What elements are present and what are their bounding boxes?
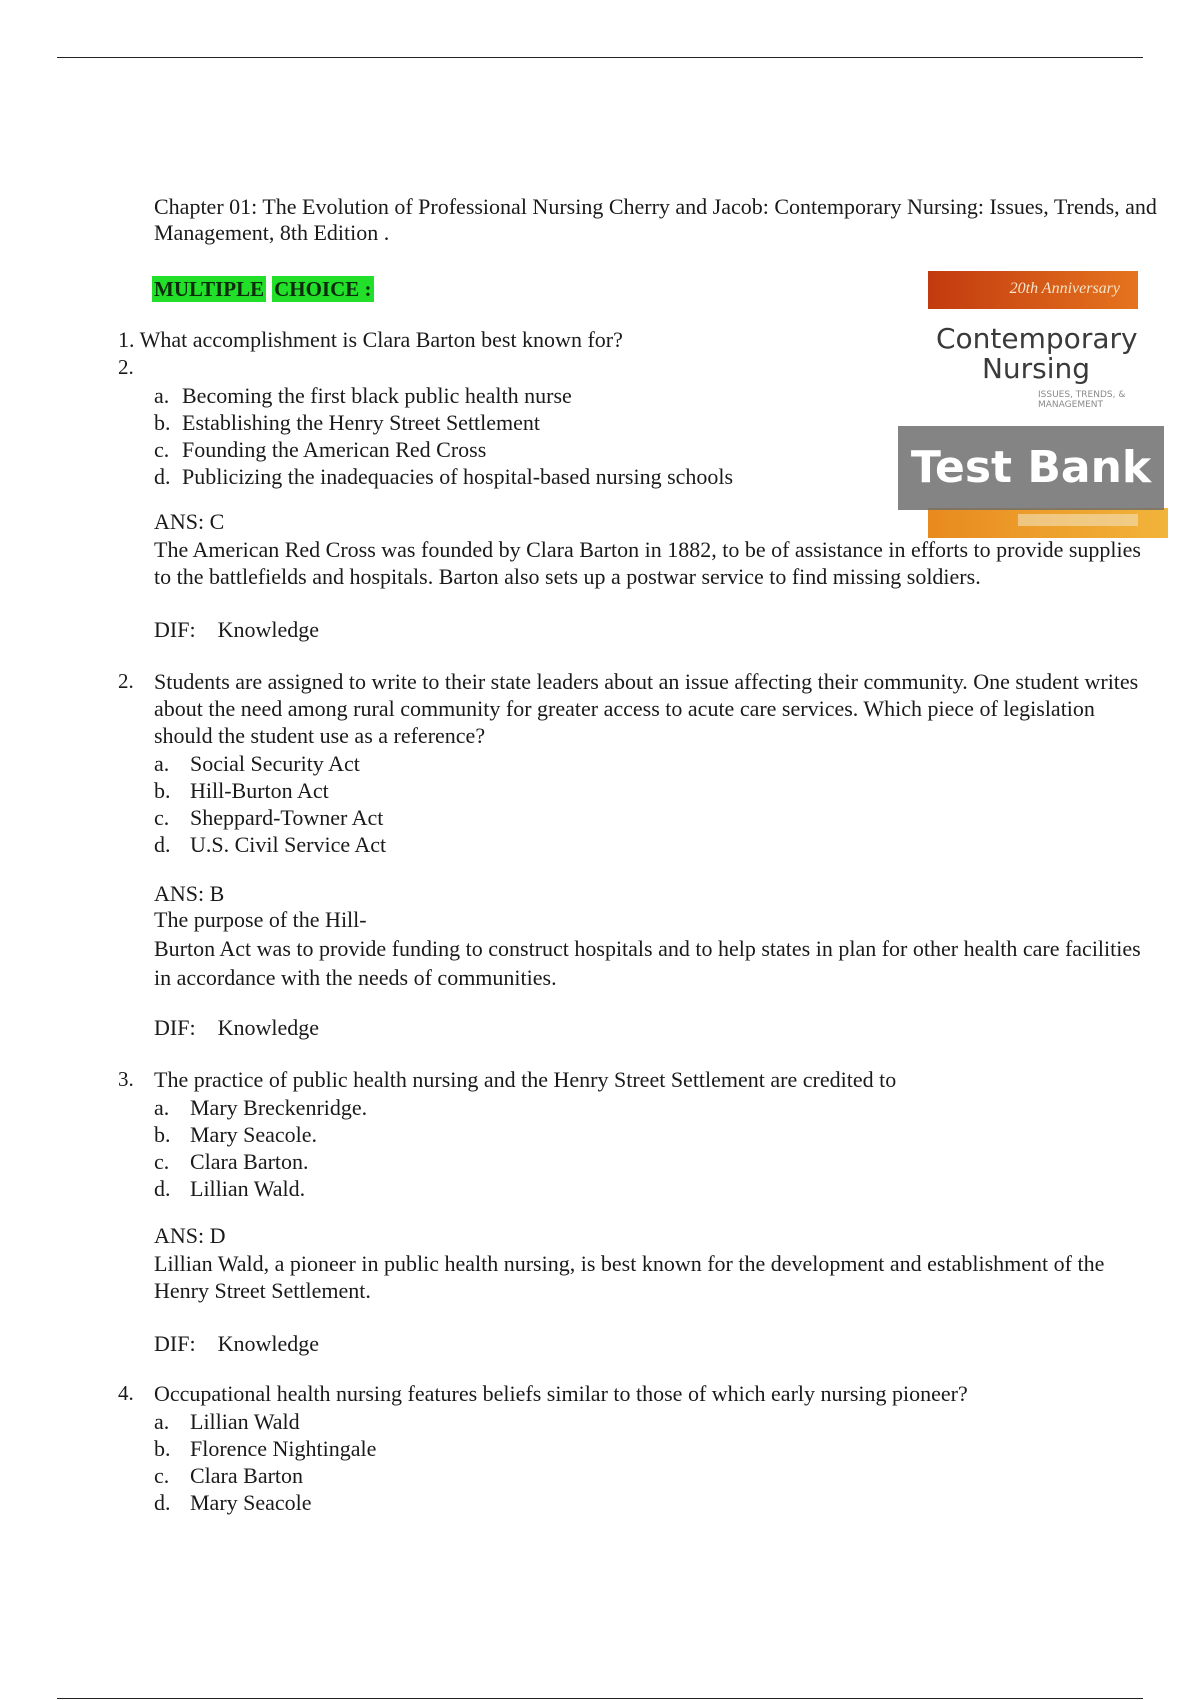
question-1-rationale: The American Red Cross was founded by Clara Barton in 1882, to be of assistance in efforts to provide supplies to the battlefields and hospitals. Barton also sets up a postwar service to find missing soldiers. [154,537,1141,589]
test-bank-overlay: Test Bank [898,426,1164,510]
question-3-options [154,1094,874,1202]
option: b. Mary Seacole. [154,1122,318,1147]
option: a. Lillian Wald [154,1409,300,1434]
cover-title-line2: Nursing [981,352,1091,385]
question-2-difficulty: DIF: Knowledge [154,1015,319,1040]
question-1-options [154,382,874,490]
option: a. Mary Breckenridge. [154,1095,368,1120]
cover-author-strip [1018,514,1138,526]
question-3-stem: The practice of public health nursing and the Henry Street Settlement are credited to [154,1067,897,1092]
question-4-number: 4. [118,1381,134,1405]
question-4-stem: Occupational health nursing features beliefs similar to those of which early nursing pioneer? [154,1381,968,1406]
option: b. Florence Nightingale [154,1436,377,1461]
question-3-rationale: Lillian Wald, a pioneer in public health nursing, is best known for the development and establishment of the Henry Street Settlement. [154,1251,1105,1303]
bottom-rule [57,1698,1143,1699]
option: d. Mary Seacole [154,1490,312,1515]
option: b. Establishing the Henry Street Settlement [154,410,541,435]
question-1-stem: 1. What accomplishment is Clara Barton best known for? [118,327,623,352]
question-3-number: 3. [118,1067,134,1091]
option: d. U.S. Civil Service Act [154,832,387,857]
cover-subtitle: ISSUES, TRENDS, & MANAGEMENT [1038,390,1126,410]
question-2-stem: Students are assigned to write to their state leaders about an issue affecting their community. One student writes about the need among rural community for greater access to acute care services. Which piece of legislation should the student use as a reference? [154,669,1139,748]
cover-anniversary: 20th Anniversary [1009,280,1120,297]
question-2-number: 2. [118,669,134,693]
option: c. Founding the American Red Cross [154,437,487,462]
question-2-rationale: Burton Act was to provide funding to construct hospitals and to help states in plan for other health care facilities in accordance with the needs of communities. [154,936,1141,990]
option: c. Clara Barton. [154,1149,309,1174]
question-1-answer: ANS: C [154,509,225,534]
option: c. Sheppard-Towner Act [154,805,384,830]
question-4-options [154,1408,874,1516]
cover-top-band [928,271,1138,309]
top-rule [57,57,1143,58]
section-word-1: MULTIPLE [154,277,265,301]
option: b. Hill-Burton Act [154,778,329,803]
cover-title-line1: Contemporary [936,322,1138,355]
cover-title [936,324,1136,384]
question-3-difficulty: DIF: Knowledge [154,1331,319,1356]
section-word-2: CHOICE : [274,277,372,301]
stray-number: 2. [118,355,134,379]
question-3-answer: ANS: D [154,1223,226,1248]
question-1-difficulty: DIF: Knowledge [154,617,319,642]
section-heading [152,276,374,302]
question-2-answer: ANS: B [154,881,225,906]
book-cover-image [898,268,1198,538]
option: d. Lillian Wald. [154,1176,306,1201]
option: a. Social Security Act [154,751,360,776]
option: a. Becoming the first black public health nurse [154,383,572,408]
option: d. Publicizing the inadequacies of hospital-based nursing schools [154,464,734,489]
question-2-rationale-line1: The purpose of the Hill- [154,907,367,932]
question-2-options [154,750,874,858]
option: c. Clara Barton [154,1463,304,1488]
chapter-title: Chapter 01: The Evolution of Professional Nursing Cherry and Jacob: Contemporary Nursing: Issues, Trends, and Management, 8th Edition . [154,194,1157,245]
